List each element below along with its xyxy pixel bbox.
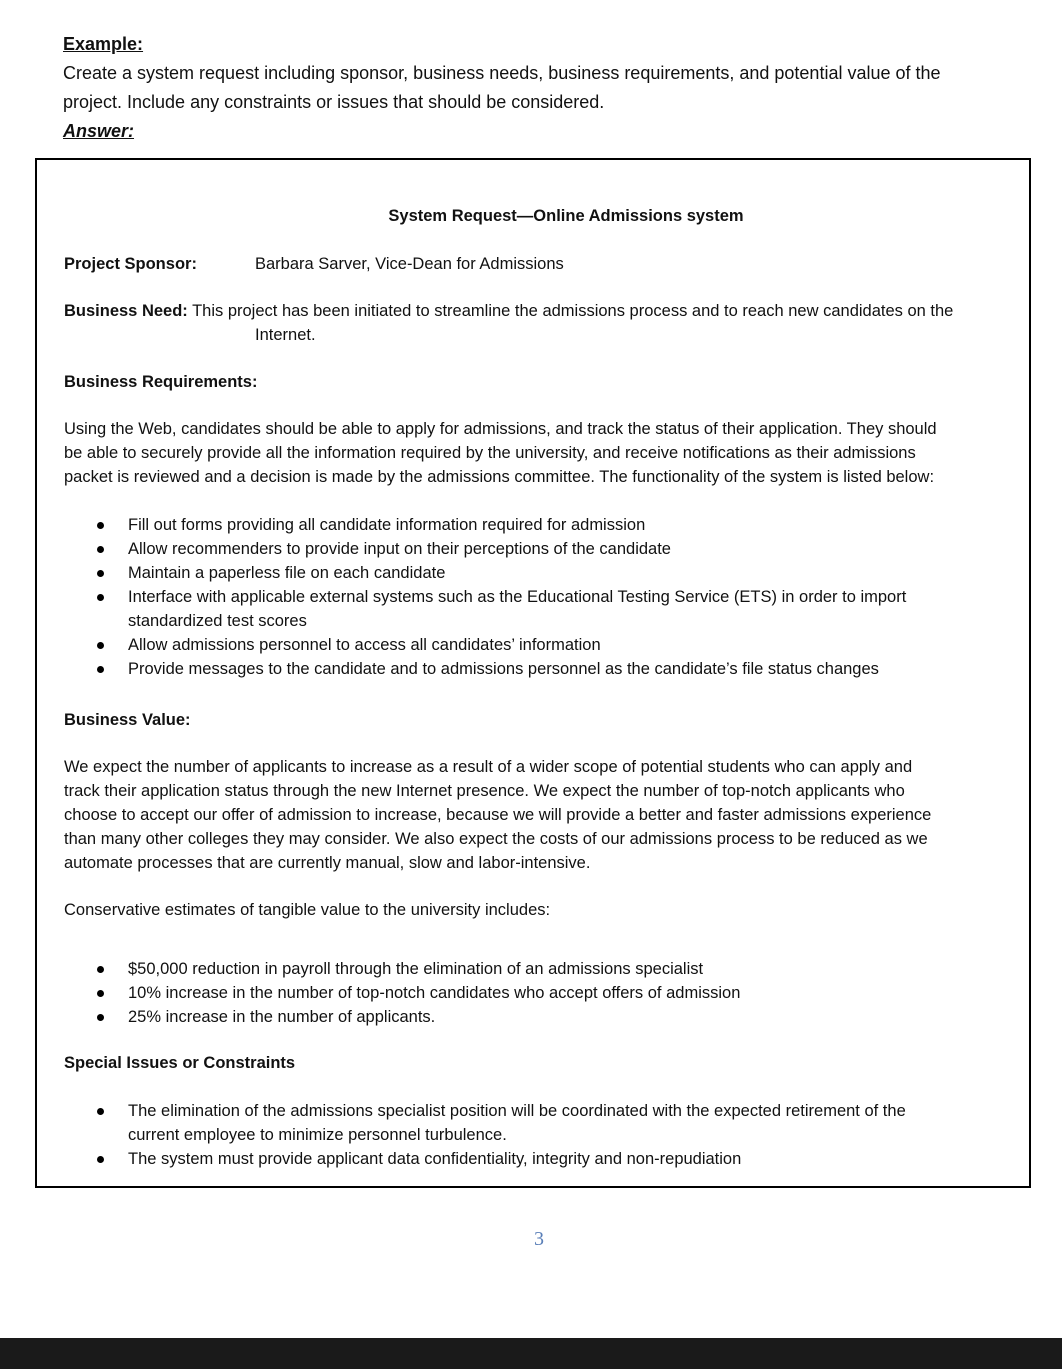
bullet-icon bbox=[97, 546, 104, 553]
value-estimates-list bbox=[64, 957, 1016, 1029]
business-value-heading: Business Value: bbox=[64, 711, 191, 729]
business-need-label: Business Need: bbox=[64, 302, 188, 320]
prompt-line-1: Create a system request including sponsor, business needs, business requirements, and potential value of the bbox=[63, 63, 941, 83]
list-item: Interface with applicable external systems such as the Educational Testing Service (ETS) in order to import standardized test scores bbox=[64, 585, 1016, 633]
paragraph-line: We expect the number of applicants to increase as a result of a wider scope of potential students who can apply and bbox=[64, 758, 913, 776]
list-item: Provide messages to the candidate and to admissions personnel as the candidate’s file status changes bbox=[64, 657, 1016, 681]
bullet-icon bbox=[97, 666, 104, 673]
business-need-section bbox=[64, 299, 1016, 347]
bullet-icon bbox=[97, 522, 104, 529]
project-sponsor-row bbox=[64, 252, 1016, 276]
bullet-icon bbox=[97, 966, 104, 973]
paragraph-line: automate processes that are currently manual, slow and labor-intensive. bbox=[64, 854, 591, 872]
paragraph-line: choose to accept our offer of admission to increase, because we will provide a better and faster admissions experience bbox=[64, 806, 932, 824]
paragraph-line: packet is reviewed and a decision is made by the admissions committee. The functionality of the system is listed below: bbox=[64, 468, 935, 486]
bullet-icon bbox=[97, 1014, 104, 1021]
list-item: Allow recommenders to provide input on their perceptions of the candidate bbox=[64, 537, 1016, 561]
answer-box bbox=[35, 158, 1031, 1188]
project-sponsor-value: Barbara Sarver, Vice-Dean for Admissions bbox=[255, 255, 564, 273]
example-label: Example: bbox=[63, 34, 144, 54]
bullet-icon bbox=[97, 1108, 104, 1115]
business-value-paragraph bbox=[64, 755, 1016, 875]
paragraph-line: than many other colleges they may consider. We also expect the costs of our admissions process to be reduced as we bbox=[64, 830, 928, 848]
bullet-icon bbox=[97, 642, 104, 649]
special-issues-list bbox=[64, 1099, 1016, 1171]
list-item: 10% increase in the number of top-notch candidates who accept offers of admission bbox=[64, 981, 1016, 1005]
list-item: The elimination of the admissions specialist position will be coordinated with the expected retirement of the current employee to minimize personnel turbulence. bbox=[64, 1099, 1016, 1147]
special-issues-heading: Special Issues or Constraints bbox=[64, 1054, 296, 1072]
bullet-icon bbox=[97, 990, 104, 997]
list-item: 25% increase in the number of applicants. bbox=[64, 1005, 1016, 1029]
paragraph-line: be able to securely provide all the information required by the university, and receive notifications as their admissions bbox=[64, 444, 916, 462]
requirements-list bbox=[64, 513, 1016, 681]
question-heading bbox=[63, 30, 1033, 146]
bullet-icon bbox=[97, 1156, 104, 1163]
business-requirements-heading: Business Requirements: bbox=[64, 373, 258, 391]
page-number: 3 bbox=[534, 1228, 544, 1250]
project-sponsor-label: Project Sponsor: bbox=[64, 255, 197, 273]
list-item: Allow admissions personnel to access all candidates’ information bbox=[64, 633, 1016, 657]
bullet-icon bbox=[97, 594, 104, 601]
business-requirements-paragraph bbox=[64, 417, 1016, 489]
answer-label: Answer: bbox=[63, 121, 135, 141]
list-item: Fill out forms providing all candidate information required for admission bbox=[64, 513, 1016, 537]
paragraph-line: Using the Web, candidates should be able to apply for admissions, and track the status of their application. They should bbox=[64, 420, 937, 438]
list-item: $50,000 reduction in payroll through the elimination of an admissions specialist bbox=[64, 957, 1016, 981]
business-need-text: This project has been initiated to streamline the admissions process and to reach new candidates on the bbox=[187, 302, 954, 320]
business-need-text-cont: Internet. bbox=[255, 326, 316, 344]
list-item: The system must provide applicant data confidentiality, integrity and non-repudiation bbox=[64, 1147, 1016, 1171]
prompt-line-2: project. Include any constraints or issues that should be considered. bbox=[63, 92, 605, 112]
bullet-icon bbox=[97, 570, 104, 577]
paragraph-line: track their application status through the new Internet presence. We expect the number of top-notch applicants who bbox=[64, 782, 905, 800]
document-title: System Request—Online Admissions system bbox=[388, 207, 744, 225]
list-item: Maintain a paperless file on each candidate bbox=[64, 561, 1016, 585]
bottom-bar bbox=[0, 1338, 1062, 1369]
estimates-intro: Conservative estimates of tangible value to the university includes: bbox=[64, 901, 551, 919]
